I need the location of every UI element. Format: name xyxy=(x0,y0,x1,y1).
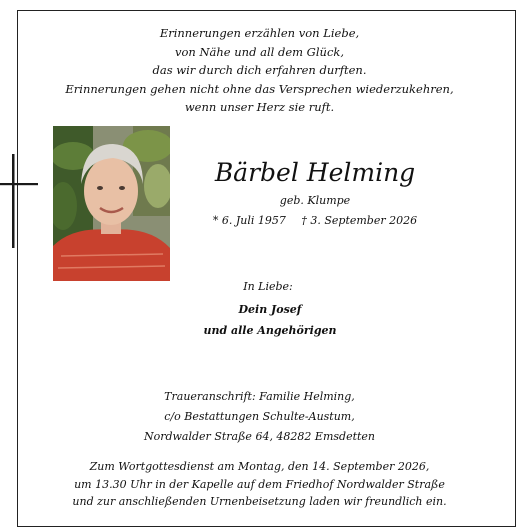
life-dates xyxy=(190,214,440,227)
poem-line: Erinnerungen erzählen von Liebe, xyxy=(159,26,360,40)
deceased-name: Bärbel Helming xyxy=(214,158,416,187)
service-line: um 13.30 Uhr in der Kapelle auf dem Friedhof Nordwalder Straße xyxy=(74,477,445,491)
address-line: c/o Bestattungen Schulte-Austum, xyxy=(164,410,355,423)
service-line: und zur anschließenden Urnenbeisetzung laden wir freundlich ein. xyxy=(72,495,447,508)
cross-icon xyxy=(0,150,40,250)
maiden-name: geb. Klumpe xyxy=(279,194,351,207)
portrait-photo xyxy=(53,126,170,281)
mourner-line: Dein Josef xyxy=(238,303,302,316)
poem-line: wenn unser Herz sie ruft. xyxy=(184,100,335,114)
mourning-address xyxy=(0,387,519,447)
death-date: † 3. September 2026 xyxy=(301,214,418,227)
birth-date: * 6. Juli 1957 xyxy=(212,214,286,227)
mourners-intro: In Liebe: xyxy=(243,280,293,293)
address-line: Nordwalder Straße 64, 48282 Emsdetten xyxy=(143,430,376,443)
poem-line: von Nähe und all dem Glück, xyxy=(174,44,345,59)
service-line: Zum Wortgottesdienst am Montag, den 14. September 2026, xyxy=(89,460,430,473)
mourner-line: und alle Angehörigen xyxy=(203,324,337,337)
poem-line: Erinnerungen gehen nicht ohne das Versprechen wiederzukehren, xyxy=(65,81,454,96)
memorial-poem xyxy=(0,24,519,117)
address-line: Traueranschrift: Familie Helming, xyxy=(164,390,355,403)
poem-line: das wir durch dich erfahren durften. xyxy=(152,63,367,77)
service-info xyxy=(0,458,519,511)
